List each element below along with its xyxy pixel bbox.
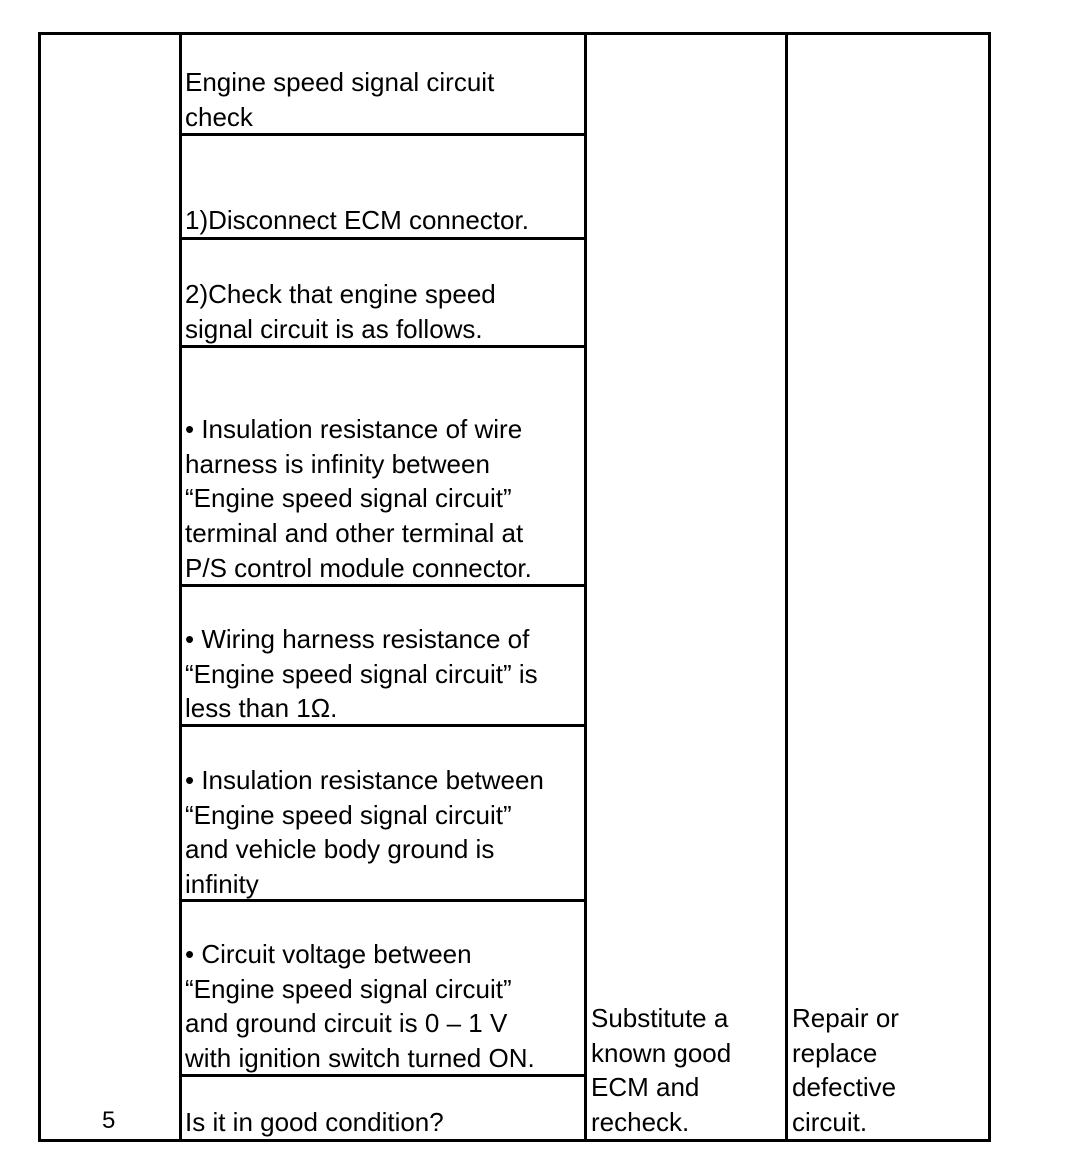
table-border-right: [988, 32, 991, 1142]
column-divider: [785, 32, 788, 1142]
step-number: 5: [102, 1107, 116, 1134]
action-bullet-circuit-voltage: • Circuit voltage between “Engine speed signal circuit” and ground circuit is 0 – 1 V with ignition switch turned ON.: [185, 939, 535, 1074]
action-bullet-insulation-ground: • Insulation resistance between “Engine speed signal circuit” and vehicle body ground is infinity: [185, 765, 544, 900]
yes-result: Substitute a known good ECM and recheck.: [591, 1003, 732, 1138]
action-title: Engine speed signal circuit check: [185, 67, 495, 132]
action-step-1: 1)Disconnect ECM connector.: [185, 205, 529, 235]
troubleshooting-table: [38, 32, 991, 1142]
column-divider: [179, 32, 182, 1142]
column-divider: [584, 32, 587, 1142]
no-result: Repair or replace defective circuit.: [792, 1003, 899, 1138]
table-border-left: [38, 32, 41, 1142]
action-bullet-insulation-wire: • Insulation resistance of wire harness is infinity between “Engine speed signal circuit” terminal and other terminal at P/S control module connector.: [185, 414, 532, 583]
action-step-2: 2)Check that engine speed signal circuit is as follows.: [185, 279, 496, 344]
action-question: Is it in good condition?: [185, 1107, 444, 1137]
action-bullet-wiring-resistance: • Wiring harness resistance of “Engine speed signal circuit” is less than 1Ω.: [185, 624, 538, 724]
